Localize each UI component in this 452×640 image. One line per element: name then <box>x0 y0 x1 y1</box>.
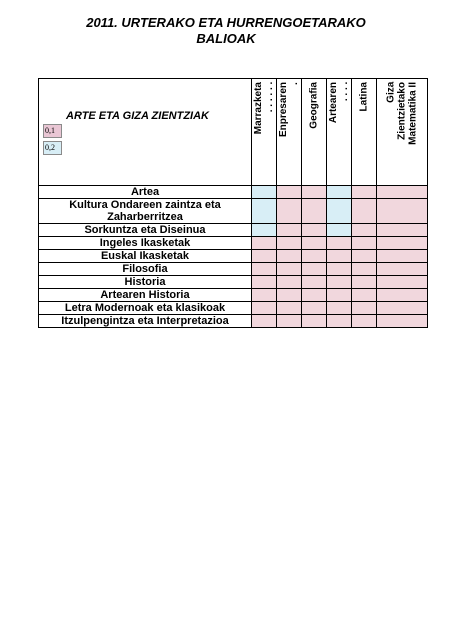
weight-cell <box>277 315 302 328</box>
weight-cell <box>277 199 302 224</box>
header-row <box>39 79 428 186</box>
weight-cell <box>352 289 377 302</box>
weight-cell <box>252 263 277 276</box>
weight-cell <box>327 302 352 315</box>
weight-cell <box>377 237 428 250</box>
column-header <box>327 79 352 186</box>
weight-cell <box>302 186 327 199</box>
row-label: Historia <box>39 276 252 289</box>
weight-cell <box>377 302 428 315</box>
weight-cell <box>302 263 327 276</box>
weight-cell <box>252 276 277 289</box>
weight-cell <box>352 186 377 199</box>
table-row <box>39 237 428 250</box>
column-header <box>277 79 302 186</box>
row-label: Sorkuntza eta Diseinua <box>39 224 252 237</box>
title-line-1: 2011. URTERAKO ETA HURRENGOETARAKO <box>86 15 366 30</box>
table-row <box>39 263 428 276</box>
table-row <box>39 224 428 237</box>
weight-cell <box>277 250 302 263</box>
weight-cell <box>377 315 428 328</box>
weight-cell <box>352 237 377 250</box>
row-label: Ingeles Ikasketak <box>39 237 252 250</box>
table-row <box>39 315 428 328</box>
column-header <box>352 79 377 186</box>
weight-cell <box>252 224 277 237</box>
weight-cell <box>352 199 377 224</box>
column-header-label: Geografia <box>308 82 320 129</box>
weight-cell <box>302 250 327 263</box>
legend-value-b: 0,2 <box>43 141 62 155</box>
weight-cell <box>277 276 302 289</box>
row-label: Artearen Historia <box>39 289 252 302</box>
table-row <box>39 276 428 289</box>
row-label: Letra Modernoak eta klasikoak <box>39 302 252 315</box>
weight-cell <box>327 315 352 328</box>
weight-cell <box>352 250 377 263</box>
weight-cell <box>377 224 428 237</box>
column-header-label: Artearen . . . . <box>328 82 350 124</box>
weight-cell <box>377 289 428 302</box>
weight-cell <box>302 289 327 302</box>
weight-cell <box>327 237 352 250</box>
weight-cell <box>252 289 277 302</box>
weight-cell <box>277 224 302 237</box>
column-header <box>252 79 277 186</box>
column-header-label: Latina <box>358 82 370 112</box>
column-header <box>377 79 428 186</box>
row-label: Filosofia <box>39 263 252 276</box>
column-header-label: Marrazketa . . . . . . <box>253 82 275 135</box>
table-row <box>39 250 428 263</box>
weight-cell <box>377 263 428 276</box>
weight-cell <box>377 186 428 199</box>
weight-cell <box>252 186 277 199</box>
row-label: Artea <box>39 186 252 199</box>
column-header-label: Giza Zientzietako Matematika II <box>385 82 419 145</box>
weight-cell <box>277 302 302 315</box>
weight-cell <box>377 276 428 289</box>
weight-cell <box>327 250 352 263</box>
row-label: Itzulpengintza eta Interpretazioa <box>39 315 252 328</box>
weight-cell <box>327 276 352 289</box>
weight-cell <box>252 302 277 315</box>
weight-cell <box>302 224 327 237</box>
weight-cell <box>277 237 302 250</box>
weight-cell <box>352 224 377 237</box>
table-row <box>39 302 428 315</box>
weight-cell <box>352 315 377 328</box>
weights-table <box>38 78 428 328</box>
weight-cell <box>377 250 428 263</box>
weight-cell <box>352 276 377 289</box>
weight-cell <box>252 199 277 224</box>
weight-cell <box>277 186 302 199</box>
section-header-cell <box>39 79 252 186</box>
weight-cell <box>302 237 327 250</box>
weight-cell <box>302 199 327 224</box>
weight-cell <box>327 186 352 199</box>
weight-cell <box>302 276 327 289</box>
weight-cell <box>302 315 327 328</box>
weight-cell <box>302 302 327 315</box>
page-title <box>0 15 452 47</box>
weight-cell <box>327 289 352 302</box>
table-row <box>39 199 428 224</box>
weight-cell <box>252 315 277 328</box>
row-label: Euskal Ikasketak <box>39 250 252 263</box>
title-line-2: BALIOAK <box>196 31 256 46</box>
weight-cell <box>252 237 277 250</box>
table-row <box>39 186 428 199</box>
weight-cell <box>252 250 277 263</box>
weight-cell <box>277 289 302 302</box>
column-header-label: Enpresaren . <box>278 82 300 138</box>
table-row <box>39 289 428 302</box>
weight-cell <box>377 199 428 224</box>
weight-cell <box>277 263 302 276</box>
legend-value-a: 0,1 <box>43 124 62 138</box>
weight-cell <box>327 199 352 224</box>
weight-cell <box>352 263 377 276</box>
weight-cell <box>327 224 352 237</box>
column-header <box>302 79 327 186</box>
row-label: Kultura Ondareen zaintza eta Zaharberritzea <box>39 199 252 224</box>
weight-cell <box>327 263 352 276</box>
section-title: ARTE ETA GIZA ZIENTZIAK <box>66 110 209 122</box>
weight-cell <box>352 302 377 315</box>
